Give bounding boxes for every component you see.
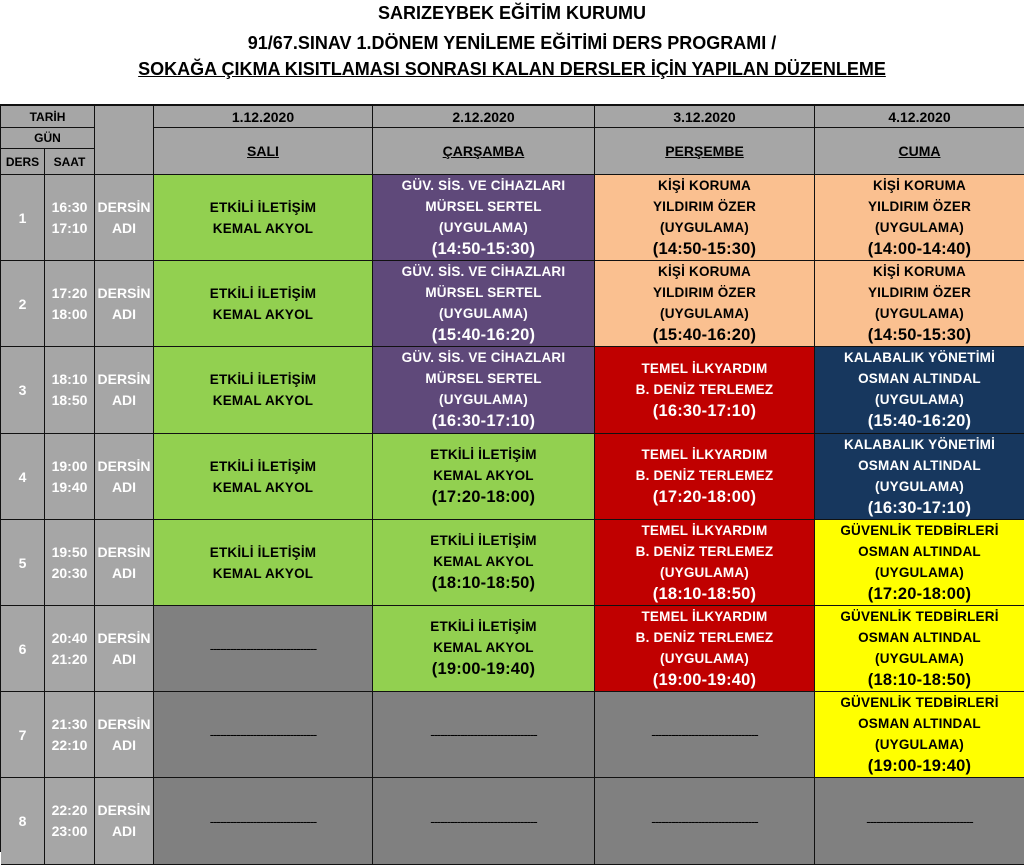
empty-slot [595,692,815,778]
adi-label: ADI [111,823,137,839]
lesson-time-range: (18:10-18:50) [652,584,757,603]
lesson-time-range: (19:00-19:40) [652,670,757,689]
lesson-time-range: (15:40-16:20) [431,325,536,344]
lesson-line: ETKİLİ İLETİŞİM [209,372,317,387]
dersin-label: DERSİN [97,802,151,818]
empty-slot-dashes: -------------------------------- [866,813,973,829]
end-time: 19:40 [51,478,88,495]
day-header [815,128,1024,175]
lesson-time [45,261,95,347]
empty-slot-dashes: -------------------------------- [209,641,317,656]
empty-slot [373,692,595,778]
lesson-name-label [95,692,154,778]
header-saat-label: SAAT [53,154,86,169]
lesson-time-range: (14:50-15:30) [652,239,757,258]
empty-slot-dashes: -------------------------------- [430,727,537,742]
empty-slot-dashes: -------------------------------- [430,813,537,829]
lesson-line: GÜV. SİS. VE CİHAZLARI [401,177,566,193]
dersin-label: DERSİN [97,284,151,301]
lesson-line: TEMEL İLKYARDIM [641,608,768,624]
schedule-table [0,104,1024,852]
lesson-line: ETKİLİ İLETİŞİM [209,458,317,474]
lesson-time-range: (17:20-18:00) [431,488,536,506]
lesson-cell [154,347,373,434]
end-time: 18:00 [51,305,88,322]
date-label: 3.12.2020 [673,108,736,125]
lesson-time-range: (14:50-15:30) [431,239,536,258]
lesson-cell [373,261,595,347]
empty-slot-dashes: -------------------------------- [651,813,758,829]
lesson-time-range: (15:40-16:20) [867,412,972,430]
lesson-name-label [95,606,154,692]
lesson-time-range: (14:50-15:30) [867,325,972,344]
lesson-time-range: (18:10-18:50) [431,574,536,592]
header-blank [95,106,154,175]
end-time: 23:00 [51,823,88,839]
lesson-line: ETKİLİ İLETİŞİM [209,285,317,301]
lesson-number [1,606,45,692]
adi-label: ADI [111,650,137,667]
day-label: CUMA [898,143,941,159]
start-time: 18:10 [51,371,88,387]
lesson-cell [373,347,595,434]
lesson-line: B. DENİZ TERLEMEZ [635,468,774,483]
lesson-number-label: 2 [18,295,27,312]
dersin-label: DERSİN [97,715,151,732]
lesson-line: YILDIRIM ÖZER [652,198,757,214]
lesson-line: B. DENİZ TERLEMEZ [635,543,774,559]
lesson-cell [595,520,815,606]
lesson-line: YILDIRIM ÖZER [652,284,757,300]
adi-label: ADI [111,219,137,236]
dersin-label: DERSİN [97,457,151,474]
lesson-time-range: (15:40-16:20) [652,325,757,344]
lesson-cell [595,347,815,434]
lesson-time [45,175,95,261]
lesson-name-label [95,175,154,261]
adi-label: ADI [111,478,137,495]
adi-label: ADI [111,305,137,322]
lesson-cell [373,434,595,520]
lesson-cell [815,606,1024,692]
program-title: 91/67.SINAV 1.DÖNEM YENİLEME EĞİTİMİ DERS PROGRAMI / [247,33,777,53]
adi-label: ADI [111,564,137,581]
lesson-line: (UYGULAMA) [875,650,964,666]
header-gun [1,128,95,149]
lesson-line: OSMAN ALTINDAL [858,629,981,645]
lesson-line: YILDIRIM ÖZER [867,284,972,300]
date-header [154,106,373,128]
lesson-cell [373,175,595,261]
end-time: 18:50 [51,392,88,408]
lesson-line: KEMAL AKYOL [212,393,314,408]
lesson-line: KEMAL AKYOL [212,565,314,581]
start-time: 16:30 [51,198,88,215]
lesson-line: KALABALIK YÖNETİMİ [843,436,996,452]
lesson-line: ETKİLİ İLETİŞİM [430,533,537,548]
empty-slot-dashes: -------------------------------- [209,813,317,829]
lesson-number [1,261,45,347]
end-time: 21:20 [51,650,88,667]
lesson-number [1,175,45,261]
lesson-line: B. DENİZ TERLEMEZ [635,629,774,645]
lesson-number-label: 7 [18,726,27,743]
lesson-name-label [95,520,154,606]
lesson-cell [815,261,1024,347]
date-header [815,106,1024,128]
lesson-name-label [95,347,154,434]
lesson-line: KİŞİ KORUMA [873,263,966,279]
lesson-cell [595,175,815,261]
lesson-line: (UYGULAMA) [875,478,964,494]
lesson-line: (UYGULAMA) [660,650,749,666]
lesson-time-range: (17:20-18:00) [867,584,972,603]
lesson-cell [815,434,1024,520]
lesson-cell [154,520,373,606]
lesson-line: KEMAL AKYOL [212,306,314,322]
lesson-cell [373,606,595,692]
lesson-time-range: (17:20-18:00) [652,488,757,506]
lesson-number [1,692,45,778]
date-header [595,106,815,128]
adi-label: ADI [111,392,137,408]
lesson-line: YILDIRIM ÖZER [867,198,972,214]
day-header [373,128,595,175]
program-subtitle: SOKAĞA ÇIKMA KISITLAMASI SONRASI KALAN DERSLER İÇİN YAPILAN DÜZENLEME [138,59,886,79]
lesson-number-label: 6 [18,640,27,657]
lesson-cell [595,606,815,692]
lesson-time-range: (16:30-17:10) [431,412,536,430]
lesson-line: KİŞİ KORUMA [873,177,966,193]
lesson-line: KEMAL AKYOL [212,479,314,495]
lesson-line: ETKİLİ İLETİŞİM [430,447,537,462]
lesson-name-label [95,434,154,520]
lesson-number-label: 1 [18,209,27,226]
lesson-line: (UYGULAMA) [875,736,964,752]
lesson-line: OSMAN ALTINDAL [858,715,981,731]
lesson-line: KİŞİ KORUMA [658,263,751,279]
header-ders-label: DERS [5,154,40,169]
lesson-line: OSMAN ALTINDAL [858,457,981,473]
empty-slot-dashes: -------------------------------- [651,727,758,742]
header-saat [45,149,95,175]
lesson-cell [595,261,815,347]
lesson-line: (UYGULAMA) [660,219,749,235]
start-time: 20:40 [51,629,88,646]
lesson-line: KİŞİ KORUMA [658,177,751,193]
lesson-line: GÜVENLİK TEDBİRLERİ [840,522,999,538]
header-tarih-label: TARİH [29,109,66,124]
lesson-line: KEMAL AKYOL [433,554,534,569]
header-gun-label: GÜN [34,131,61,145]
lesson-line: OSMAN ALTINDAL [858,371,981,386]
lesson-cell [595,434,815,520]
lesson-line: ETKİLİ İLETİŞİM [209,544,317,560]
lesson-line: KALABALIK YÖNETİMİ [843,350,996,365]
lesson-time-range: (16:30-17:10) [867,498,972,517]
date-label: 1.12.2020 [231,108,295,125]
lesson-cell [154,175,373,261]
lesson-time [45,692,95,778]
end-time: 22:10 [51,736,88,753]
start-time: 22:20 [51,802,88,818]
lesson-cell [815,692,1024,778]
lesson-line: (UYGULAMA) [439,392,528,407]
lesson-line: MÜRSEL SERTEL [425,371,542,386]
document-header [0,0,1024,104]
adi-label: ADI [111,736,137,753]
lesson-line: KEMAL AKYOL [212,220,314,236]
lesson-time-range: (14:00-14:40) [867,239,972,258]
lesson-line: (UYGULAMA) [660,564,749,580]
date-label: 2.12.2020 [452,108,515,125]
start-time: 19:00 [51,457,88,474]
lesson-time-range: (19:00-19:40) [431,660,536,678]
lesson-line: GÜVENLİK TEDBİRLERİ [840,608,999,624]
day-label: SALI [247,143,279,159]
start-time: 21:30 [51,715,88,732]
lesson-name-label [95,261,154,347]
day-label: PERŞEMBE [665,143,744,159]
lesson-cell [815,347,1024,434]
dersin-label: DERSİN [97,543,151,560]
end-time: 17:10 [51,219,88,236]
lesson-line: (UYGULAMA) [875,219,964,235]
lesson-line: (UYGULAMA) [875,392,964,407]
lesson-line: GÜV. SİS. VE CİHAZLARI [401,263,566,279]
lesson-time [45,434,95,520]
start-time: 17:20 [51,284,88,301]
lesson-time-range: (18:10-18:50) [867,670,972,689]
dersin-label: DERSİN [97,198,151,215]
day-header [154,128,373,175]
lesson-cell [815,175,1024,261]
empty-slot-dashes: -------------------------------- [209,727,317,742]
empty-slot [154,606,373,692]
lesson-number [1,434,45,520]
lesson-number-label: 4 [18,468,27,485]
lesson-number-label: 3 [18,382,27,398]
lesson-line: KEMAL AKYOL [433,640,534,655]
date-header [373,106,595,128]
lesson-line: (UYGULAMA) [439,305,528,321]
lesson-number [1,520,45,606]
lesson-line: GÜV. SİS. VE CİHAZLARI [401,350,566,365]
lesson-line: TEMEL İLKYARDIM [641,522,768,538]
end-time: 20:30 [51,564,88,581]
lesson-cell [154,434,373,520]
header-tarih [1,106,95,128]
lesson-cell [815,520,1024,606]
lesson-line: TEMEL İLKYARDIM [641,447,768,462]
lesson-line: ETKİLİ İLETİŞİM [430,619,537,634]
header-ders [1,149,45,175]
dersin-label: DERSİN [97,629,151,646]
lesson-number-label: 8 [18,813,27,829]
lesson-time-range: (19:00-19:40) [867,756,972,775]
lesson-line: ETKİLİ İLETİŞİM [209,199,317,215]
lesson-line: MÜRSEL SERTEL [425,284,542,300]
lesson-line: (UYGULAMA) [875,305,964,321]
lesson-line: (UYGULAMA) [875,564,964,580]
lesson-cell [154,261,373,347]
lesson-line: MÜRSEL SERTEL [425,198,542,214]
lesson-line: (UYGULAMA) [660,305,749,321]
institution-title: SARIZEYBEK EĞİTİM KURUMU [377,3,646,23]
start-time: 19:50 [51,543,88,560]
day-label: ÇARŞAMBA [442,143,525,159]
lesson-cell [373,520,595,606]
lesson-line: TEMEL İLKYARDIM [641,360,768,376]
lesson-time [45,606,95,692]
date-label: 4.12.2020 [888,108,951,125]
lesson-line: GÜVENLİK TEDBİRLERİ [840,694,999,710]
lesson-line: KEMAL AKYOL [433,468,534,483]
empty-slot [154,692,373,778]
day-header [595,128,815,175]
lesson-line: B. DENİZ TERLEMEZ [635,381,774,397]
lesson-number-label: 5 [18,554,27,571]
lesson-number [1,347,45,434]
lesson-time-range: (16:30-17:10) [652,401,757,420]
dersin-label: DERSİN [97,371,151,387]
lesson-time [45,520,95,606]
lesson-time [45,347,95,434]
lesson-line: (UYGULAMA) [439,219,528,235]
lesson-line: OSMAN ALTINDAL [858,543,981,559]
